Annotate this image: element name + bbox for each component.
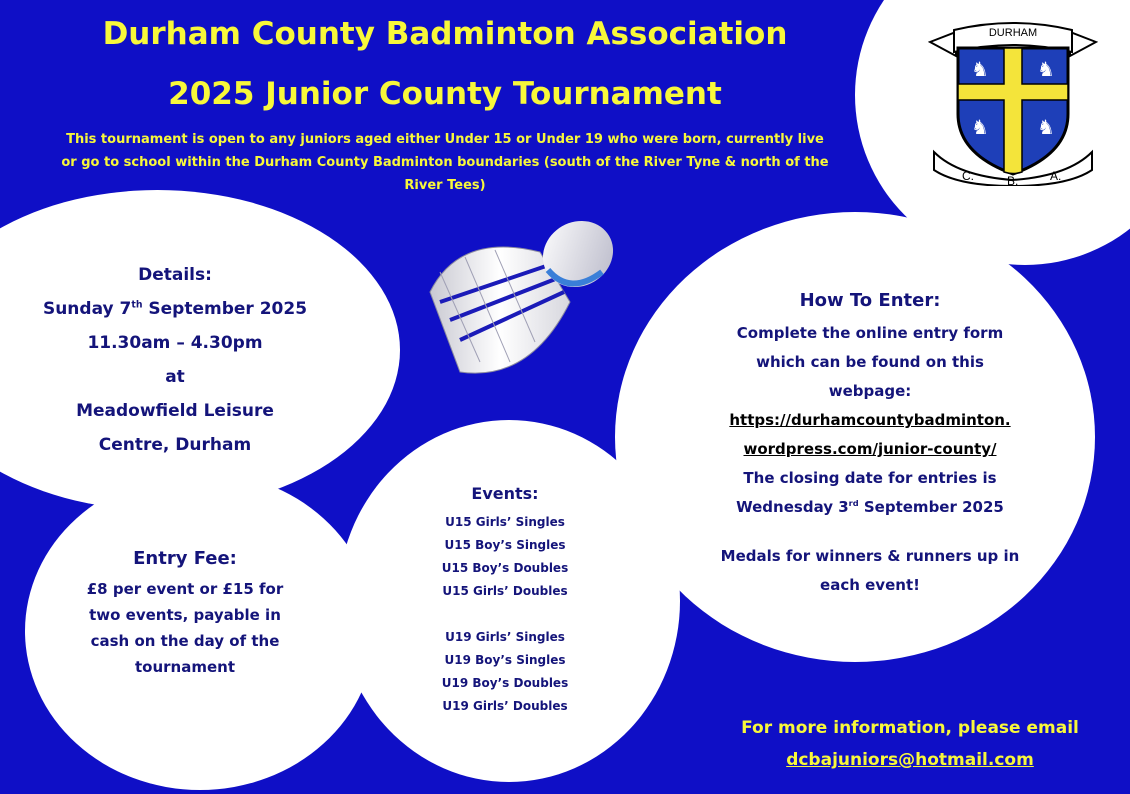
event-item: U19 Boy’s Doubles [441, 676, 569, 690]
events-heading: Events: [471, 484, 539, 503]
event-item: U15 Girls’ Singles [445, 515, 565, 529]
event-item: U15 Girls’ Doubles [442, 584, 568, 598]
details-time: 11.30am – 4.30pm [87, 333, 263, 353]
page-title-line-1: Durham County Badminton Association [102, 16, 788, 52]
how-to-enter-line: webpage: [828, 382, 912, 400]
entry-fee-section [60, 546, 310, 680]
logo-letter-a: A. [1050, 169, 1062, 183]
contact-text: For more information, please email [741, 718, 1079, 738]
logo-letter-c: C. [962, 169, 974, 183]
events-section [400, 482, 610, 718]
how-to-enter-line: Complete the online entry form [736, 324, 1004, 342]
details-venue-line-1: Meadowfield Leisure [76, 401, 274, 421]
entry-form-link[interactable]: https://durhamcountybadminton. wordpress.com/junior-county/ [729, 411, 1011, 458]
lion-icon: ♞ [971, 115, 989, 139]
event-item: U19 Girls’ Singles [445, 630, 565, 644]
medals-line-2: each event! [820, 576, 920, 594]
medals-line-1: Medals for winners & runners up in [720, 547, 1020, 565]
event-item: U19 Boy’s Singles [444, 653, 566, 667]
details-date: Sunday 7th September 2025 [42, 299, 308, 319]
details-at: at [165, 367, 185, 387]
event-item: U15 Boy’s Singles [444, 538, 566, 552]
entry-fee-line: cash on the day of the [90, 632, 280, 650]
entry-fee-heading: Entry Fee: [133, 548, 237, 569]
intro-text: This tournament is open to any juniors aged either Under 15 or Under 19 who were born, currently live or go to school within the Durham County Badminton boundaries (south of the River Tyne & north of the River Tees) [61, 132, 829, 193]
details-heading: Details: [138, 265, 212, 285]
event-item: U15 Boy’s Doubles [441, 561, 569, 575]
entry-fee-line: £8 per event or £15 for [86, 580, 284, 598]
contact-section [700, 712, 1120, 776]
page-title-line-2: 2025 Junior County Tournament [168, 76, 722, 112]
how-to-enter-section [680, 286, 1060, 600]
lion-icon: ♞ [971, 57, 989, 81]
details-venue-line-2: Centre, Durham [98, 435, 252, 455]
contact-email-link[interactable]: dcbajuniors@hotmail.com [786, 750, 1034, 770]
closing-date: Wednesday 3rd September 2025 [736, 498, 1004, 516]
shuttlecock-icon [420, 212, 620, 392]
durham-crest-logo [928, 14, 1098, 186]
logo-letter-b: B. [1007, 174, 1019, 186]
details-section [20, 258, 330, 462]
entry-fee-line: tournament [134, 658, 235, 676]
closing-date-label: The closing date for entries is [743, 469, 997, 487]
logo-banner-text: DURHAM [988, 27, 1038, 39]
event-item: U19 Girls’ Doubles [442, 699, 568, 713]
how-to-enter-heading: How To Enter: [799, 290, 941, 311]
lion-icon: ♞ [1037, 57, 1055, 81]
entry-fee-line: two events, payable in [89, 606, 281, 624]
lion-icon: ♞ [1037, 115, 1055, 139]
how-to-enter-line: which can be found on this [756, 353, 984, 371]
